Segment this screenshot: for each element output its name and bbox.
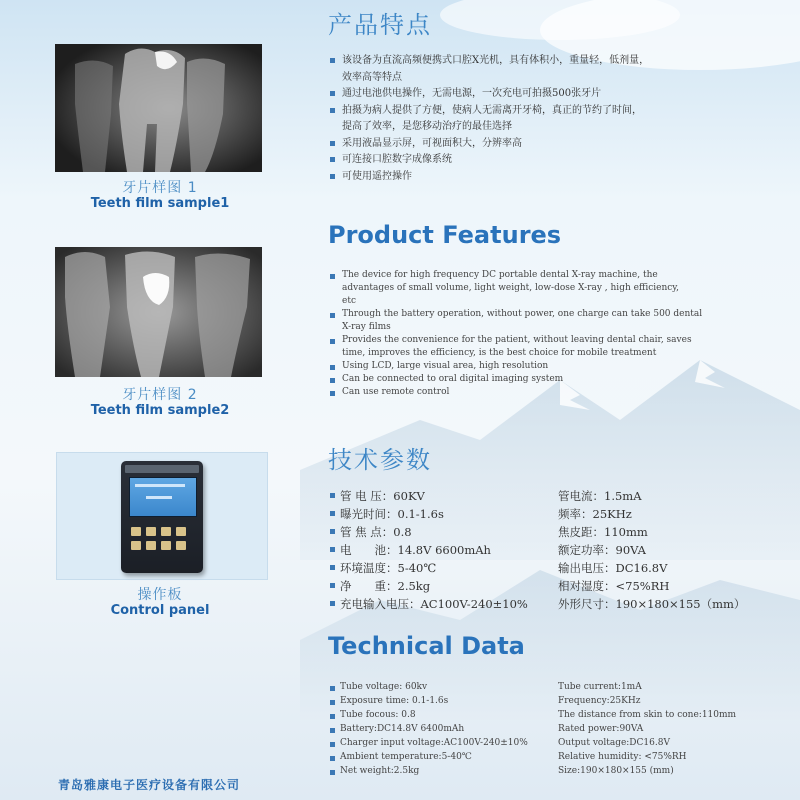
list-item-continuation: 效率高等特点	[342, 71, 402, 83]
spec-cell: Tube focous: 0.8	[340, 710, 416, 720]
teeth-xray-image-1	[55, 44, 262, 172]
sample2-caption-en: Teeth film sample2	[90, 403, 230, 418]
list-item-continuation: advantages of small volume, light weight, low-dose X-ray , high efficiency,	[342, 283, 680, 293]
features-cn-title: 产品特点	[328, 11, 432, 39]
list-item-continuation: 提高了效率，是您移动治疗的最佳选择	[342, 121, 512, 132]
spec-cell: 管 电 压：60KV	[340, 489, 425, 503]
spec-cell: 管 焦 点：0.8	[340, 525, 412, 539]
spec-cell: Output voltage:DC16.8V	[558, 738, 670, 748]
spec-cell: Relative humidity: <75%RH	[558, 752, 687, 762]
spec-cell: Net weight:2.5kg	[340, 766, 420, 776]
spec-cell: Tube voltage: 60kv	[340, 682, 428, 692]
spec-cell: 充电输入电压：AC100V-240±10%	[340, 597, 528, 611]
spec-cell: The distance from skin to cone:110mm	[558, 710, 737, 720]
control-panel-image	[56, 452, 268, 580]
spec-cell: 管电流：1.5mA	[558, 489, 642, 503]
sample1-caption-en: Teeth film sample1	[90, 196, 230, 211]
spec-cell: Exposure time: 0.1-1.6s	[340, 696, 449, 706]
features-cn-list	[330, 53, 778, 185]
list-item: 采用液晶显示屏，可视面积大，分辨率高	[330, 136, 778, 153]
list-item: Using LCD, large visual area, high resolution	[330, 360, 778, 373]
spec-cell: 额定功率：90VA	[558, 543, 646, 557]
right-column	[312, 0, 792, 800]
company-name: 青岛雅康电子医疗设备有限公司	[58, 778, 241, 792]
list-item: 拍摄为病人提供了方便，使病人无需离开牙椅，真正的节约了时间，	[330, 103, 778, 120]
spec-cell: 环境温度：5-40℃	[340, 561, 437, 575]
spec-cell: 电 池：14.8V 6600mAh	[340, 543, 491, 557]
list-item: 可连接口腔数字成像系统	[330, 152, 778, 169]
spec-cell: 外形尺寸：190×180×155（mm）	[558, 597, 746, 611]
lcd-screen	[129, 477, 197, 517]
spec-cell: Rated power:90VA	[558, 724, 644, 734]
spec-cell: 输出电压：DC16.8V	[558, 561, 668, 575]
spec-cell: Charger input voltage:AC100V-240±10%	[340, 738, 528, 748]
spec-cell: 焦皮距：110mm	[558, 525, 648, 539]
spec-cell: 频率：25KHz	[558, 507, 632, 521]
sample2-caption-cn: 牙片样图 2	[122, 387, 198, 403]
left-column	[0, 0, 320, 800]
list-item-continuation: etc	[342, 296, 356, 306]
spec-cell: Ambient temperature:5-40℃	[340, 752, 472, 762]
list-item: 可使用遥控操作	[330, 169, 778, 186]
list-item-continuation: time, improves the efficiency, is the best choice for mobile treatment	[342, 348, 657, 358]
control-panel-device	[121, 461, 203, 573]
list-item: Through the battery operation, without power, one charge can take 500 dental	[330, 308, 778, 321]
spec-cell: Battery:DC14.8V 6400mAh	[340, 724, 465, 734]
tech-cn-title: 技术参数	[328, 446, 432, 474]
list-item: 通过电池供电操作，无需电源，一次充电可拍摄500张牙片	[330, 86, 778, 103]
list-item-continuation: X-ray films	[342, 322, 391, 332]
spec-cell: Frequency:25KHz	[558, 696, 641, 706]
features-en-list	[330, 269, 778, 399]
teeth-xray-image-2	[55, 247, 262, 377]
spec-cell: Tube current:1mA	[558, 682, 642, 692]
tech-en-title: Technical Data	[328, 632, 525, 660]
features-en-title: Product Features	[328, 221, 562, 249]
list-item: 该设备为直流高频便携式口腔X光机，具有体积小，重量轻，低剂量，	[330, 53, 778, 70]
spec-cell: 净 重：2.5kg	[340, 579, 431, 593]
panel-caption-en: Control panel	[110, 603, 210, 618]
list-item: Can be connected to oral digital imaging system	[330, 373, 778, 386]
list-item: The device for high frequency DC portable dental X-ray machine, the	[330, 269, 778, 282]
panel-caption-cn: 操作板	[137, 587, 183, 603]
spec-cell: 曝光时间：0.1-1.6s	[340, 507, 444, 521]
sample1-caption-cn: 牙片样图 1	[122, 180, 198, 196]
list-item: Provides the convenience for the patient, without leaving dental chair, saves	[330, 334, 778, 347]
list-item: Can use remote control	[330, 386, 778, 399]
spec-cell: 相对湿度：<75%RH	[558, 579, 670, 593]
spec-cell: Size:190×180×155 (mm)	[558, 766, 674, 776]
